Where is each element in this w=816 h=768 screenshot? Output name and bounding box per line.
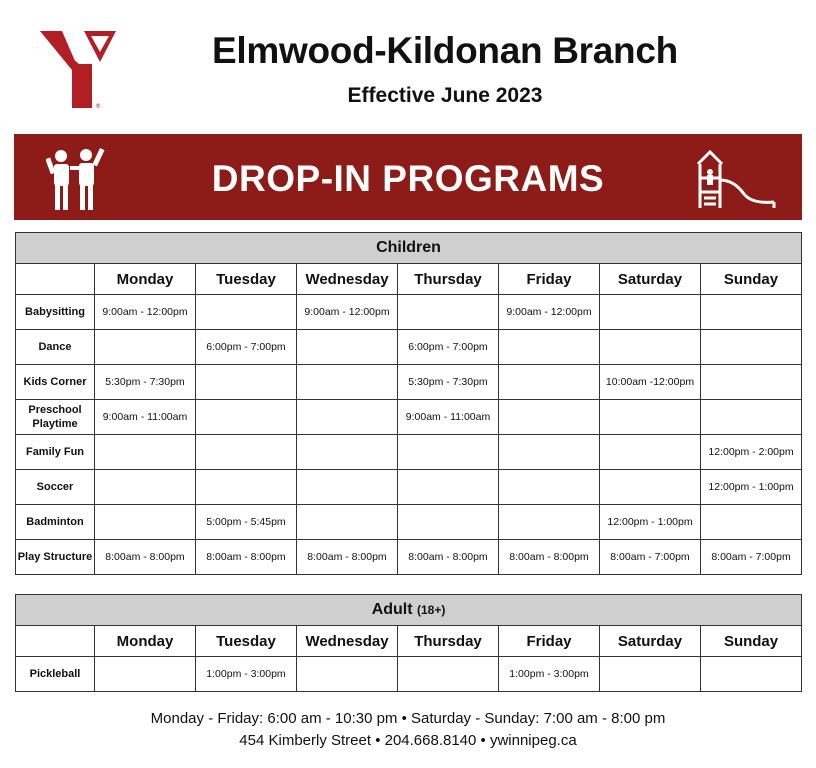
- playground-icon: [694, 148, 780, 210]
- program-row: [16, 295, 802, 330]
- schedule-cell: [95, 505, 196, 540]
- schedule-cell: [398, 505, 499, 540]
- schedule-cell: [600, 295, 701, 330]
- day-header-saturday: Saturday: [600, 264, 701, 295]
- schedule-cell: [499, 505, 600, 540]
- program-name: Preschool Playtime: [16, 400, 95, 435]
- program-row: [16, 400, 802, 435]
- day-header-monday: Monday: [95, 626, 196, 657]
- program-name: Dance: [16, 330, 95, 365]
- schedule-cell: 8:00am - 8:00pm: [95, 540, 196, 575]
- schedule-cell: 8:00am - 8:00pm: [297, 540, 398, 575]
- schedule-cell: 8:00am - 8:00pm: [196, 540, 297, 575]
- program-row: [16, 365, 802, 400]
- program-name: Pickleball: [16, 657, 95, 692]
- schedule-cell: 1:00pm - 3:00pm: [196, 657, 297, 692]
- schedule-cell: 8:00am - 8:00pm: [499, 540, 600, 575]
- schedule-cell: [499, 400, 600, 435]
- schedule-cell: [196, 435, 297, 470]
- program-name: Play Structure: [16, 540, 95, 575]
- schedule-cell: [196, 295, 297, 330]
- schedule-cell: [297, 400, 398, 435]
- schedule-cell: 12:00pm - 1:00pm: [600, 505, 701, 540]
- schedule-cell: 5:30pm - 7:30pm: [398, 365, 499, 400]
- day-header-thursday: Thursday: [398, 626, 499, 657]
- adult-section-title: Adult: [371, 601, 413, 618]
- schedule-cell: 6:00pm - 7:00pm: [398, 330, 499, 365]
- schedule-cell: [297, 470, 398, 505]
- day-header-monday: Monday: [95, 264, 196, 295]
- schedule-cell: 5:00pm - 5:45pm: [196, 505, 297, 540]
- schedule-cell: [95, 657, 196, 692]
- branch-title: Elmwood-Kildonan Branch: [212, 30, 678, 71]
- schedule-cell: [297, 657, 398, 692]
- schedule-cell: [297, 365, 398, 400]
- day-header-friday: Friday: [499, 626, 600, 657]
- footer-contact: 454 Kimberly Street • 204.668.8140 • ywinnipeg.ca: [239, 732, 577, 749]
- program-row: [16, 540, 802, 575]
- schedule-cell: 9:00am - 12:00pm: [95, 295, 196, 330]
- schedule-cell: 8:00am - 7:00pm: [701, 540, 802, 575]
- schedule-cell: 8:00am - 8:00pm: [398, 540, 499, 575]
- program-row: [16, 435, 802, 470]
- schedule-cell: 5:30pm - 7:30pm: [95, 365, 196, 400]
- adult-section-header: [16, 595, 802, 626]
- day-header-wednesday: Wednesday: [297, 626, 398, 657]
- schedule-cell: [95, 330, 196, 365]
- schedule-cell: [398, 657, 499, 692]
- schedule-cell: [95, 435, 196, 470]
- schedule-cell: [600, 470, 701, 505]
- schedule-cell: 9:00am - 12:00pm: [499, 295, 600, 330]
- schedule-cell: [600, 657, 701, 692]
- schedule-cell: [398, 435, 499, 470]
- adult-schedule-table: [15, 594, 802, 692]
- schedule-cell: 12:00pm - 1:00pm: [701, 470, 802, 505]
- program-row: [16, 657, 802, 692]
- program-name: Family Fun: [16, 435, 95, 470]
- schedule-cell: [297, 435, 398, 470]
- program-row: [16, 505, 802, 540]
- day-header-saturday: Saturday: [600, 626, 701, 657]
- day-header-wednesday: Wednesday: [297, 264, 398, 295]
- schedule-cell: 9:00am - 11:00am: [398, 400, 499, 435]
- schedule-cell: [499, 330, 600, 365]
- effective-date: Effective June 2023: [347, 84, 543, 107]
- schedule-cell: [499, 365, 600, 400]
- children-schedule-table: [15, 232, 802, 575]
- schedule-cell: [701, 365, 802, 400]
- adult-age-note: (18+): [417, 603, 446, 617]
- schedule-cell: [701, 295, 802, 330]
- svg-text:®: ®: [95, 103, 101, 110]
- schedule-cell: [600, 330, 701, 365]
- schedule-cell: [499, 470, 600, 505]
- schedule-cell: [701, 657, 802, 692]
- drop-in-banner: [14, 134, 802, 220]
- blank-header-cell: [16, 264, 95, 295]
- program-name: Soccer: [16, 470, 95, 505]
- schedule-cell: [499, 435, 600, 470]
- blank-header-cell: [16, 626, 95, 657]
- schedule-cell: 6:00pm - 7:00pm: [196, 330, 297, 365]
- day-header-sunday: Sunday: [701, 626, 802, 657]
- schedule-cell: [701, 330, 802, 365]
- schedule-cell: [196, 470, 297, 505]
- day-header-friday: Friday: [499, 264, 600, 295]
- schedule-cell: 9:00am - 11:00am: [95, 400, 196, 435]
- banner-title: DROP-IN PROGRAMS: [211, 158, 605, 199]
- schedule-cell: [196, 400, 297, 435]
- schedule-cell: [600, 435, 701, 470]
- program-name: Badminton: [16, 505, 95, 540]
- schedule-cell: [398, 470, 499, 505]
- schedule-cell: [701, 505, 802, 540]
- day-header-tuesday: Tuesday: [196, 626, 297, 657]
- program-row: [16, 330, 802, 365]
- program-row: [16, 470, 802, 505]
- schedule-cell: [600, 400, 701, 435]
- schedule-cell: 1:00pm - 3:00pm: [499, 657, 600, 692]
- schedule-cell: [297, 330, 398, 365]
- schedule-cell: [95, 470, 196, 505]
- ymca-logo-icon: [40, 28, 118, 112]
- schedule-cell: 12:00pm - 2:00pm: [701, 435, 802, 470]
- schedule-cell: [196, 365, 297, 400]
- schedule-cell: 10:00am -12:00pm: [600, 365, 701, 400]
- schedule-cell: 8:00am - 7:00pm: [600, 540, 701, 575]
- program-name: Babysitting: [16, 295, 95, 330]
- schedule-cell: 9:00am - 12:00pm: [297, 295, 398, 330]
- day-header-thursday: Thursday: [398, 264, 499, 295]
- children-section-header: Children: [16, 233, 802, 264]
- schedule-cell: [398, 295, 499, 330]
- day-header-tuesday: Tuesday: [196, 264, 297, 295]
- program-name: Kids Corner: [16, 365, 95, 400]
- day-header-sunday: Sunday: [701, 264, 802, 295]
- schedule-cell: [297, 505, 398, 540]
- footer-hours: Monday - Friday: 6:00 am - 10:30 pm • Saturday - Sunday: 7:00 am - 8:00 pm: [150, 710, 666, 727]
- schedule-cell: [701, 400, 802, 435]
